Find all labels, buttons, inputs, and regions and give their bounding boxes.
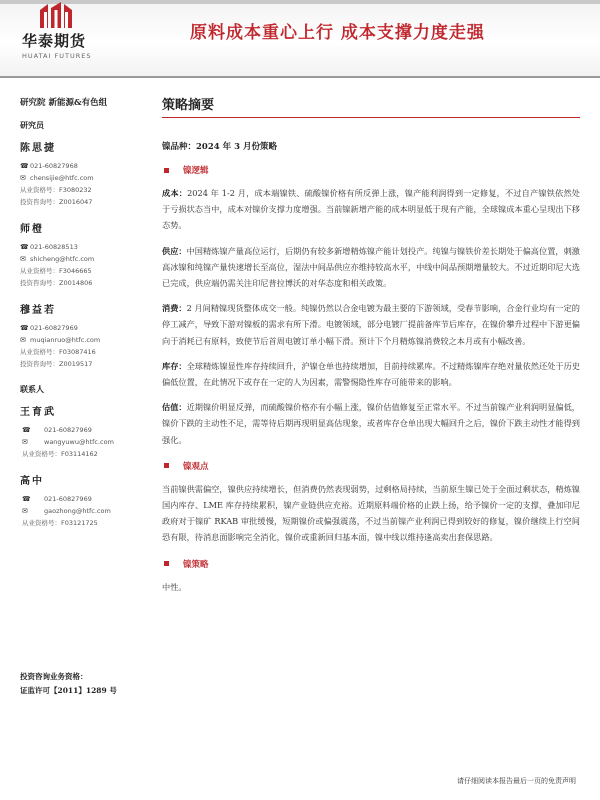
contact-card <box>20 403 152 460</box>
phone-icon: ☎ <box>22 426 31 434</box>
practice-number: 从业资格号：F03114162 <box>22 450 98 458</box>
phone-icon: ☎ <box>22 495 31 503</box>
summary-heading: 策略摘要 <box>162 98 215 113</box>
consult-number: 投资咨询号：Z0014806 <box>20 279 93 287</box>
contact-email[interactable] <box>20 436 152 448</box>
email-icon: ✉ <box>20 174 26 182</box>
practice-number: 从业资格号：F3080232 <box>20 186 92 194</box>
practice-number: 从业资格号：F3046665 <box>20 267 92 275</box>
analyst-card <box>20 220 152 289</box>
bullet-square-icon <box>164 463 169 468</box>
email-address[interactable]: chensijie@htfc.com <box>30 174 94 182</box>
license-text: 证监许可【2011】1289 号 <box>20 686 117 695</box>
section-header-logic <box>162 164 580 176</box>
license-title: 投资咨询业务资格： <box>20 672 88 681</box>
huatai-logo-icon <box>38 2 74 28</box>
report-header <box>0 0 600 78</box>
bullet-square-icon <box>164 168 169 173</box>
email-address[interactable]: wangyuwu@htfc.com <box>44 438 114 446</box>
analyst-phone <box>20 241 152 253</box>
section-title: 镍逻辑 <box>183 166 209 176</box>
phone-number: 021-60827969 <box>44 426 92 434</box>
consult-number: 投资咨询号：Z0019517 <box>20 360 93 368</box>
main-content <box>162 94 580 595</box>
contact-name: 王育武 <box>20 407 56 418</box>
analyst-phone <box>20 160 152 172</box>
analyst-card <box>20 139 152 208</box>
variety-line: 镍品种：2024 年 3 月份策略 <box>162 142 277 152</box>
contact-name: 高中 <box>20 476 44 487</box>
phone-number: 021-60827969 <box>44 495 92 503</box>
paragraph-key: 消费： <box>162 303 187 314</box>
paragraph-consumption <box>162 300 580 349</box>
header-divider <box>0 76 600 78</box>
analyst-email[interactable] <box>20 172 152 184</box>
report-title: 原料成本重心上行 成本支撑力度走强 <box>190 23 485 43</box>
department-label: 研究院 新能源&有色组 <box>20 98 108 108</box>
paragraph-key: 估值： <box>162 402 187 413</box>
practice-number: 从业资格号：F03121725 <box>22 519 98 527</box>
analyst-name: 陈思捷 <box>20 143 56 154</box>
paragraph-view: 当前镍供需偏空，镍供应持续增长，但消费仍然表现弱势，过剩格局持续，当前原生镍已处于全面过剩状态，精炼镍国内库存、LME 库存持续累积，镍产业链供应充裕。近期原料端价格的止跌上扬，给予镍价一定的支撑，叠加印尼政府对于镍矿 RKAB 审批缓慢，短期镍价或偏强震荡，不过当前镍产业利润已得到较好的修复，镍价继续上行空间恐有限，待消息面影响完全消化，镍价或重新回归基本面，镍中线以维持逢高卖出套保思路。 <box>162 483 580 543</box>
email-address[interactable]: muqianruo@htfc.com <box>30 336 101 344</box>
paragraph-text: 全球精炼镍显性库存持续回升，沪镍仓单也持续增加，目前持续累库。不过精炼镍库存绝对量依然还处于历史偏低位置，在此情况下或存在一定的人为因素，需警惕隐性库存可能带来的影响。 <box>162 360 580 388</box>
paragraph-key: 库存： <box>162 360 187 371</box>
section-header-view <box>162 460 580 472</box>
analyst-name: 穆益若 <box>20 305 56 316</box>
logo-english-name: HUATAI FUTURES <box>22 52 92 60</box>
contact-email[interactable] <box>20 505 152 517</box>
phone-icon: ☎ <box>20 243 29 251</box>
paragraph-text: 2024 年 1-2 月，成本端镍铁、硫酸镍价格有所反弹上涨，镍产能利润得到一定修复，不过自产镍铁依然处于亏损状态当中，成本对镍价支撑力度增强。当前镍新增产能的成本明显低于现有产能，全球镍成本重心呈现出下移态势。 <box>162 188 580 231</box>
section-title: 镍策略 <box>183 559 209 570</box>
summary-divider <box>162 117 580 118</box>
analyst-email[interactable] <box>20 334 152 346</box>
contact-phone <box>20 424 152 436</box>
paragraph-text: 2 月间精镍现货整体成交一般。纯镍仍然以合金电镀为最主要的下游领域，受春节影响，合金行业均有一定的停工减产，导致下游对镍板的需求有所下滑。电镀领域，部分电镀厂提前备库节后库存，在镍价攀升过程中下游更偏向于消耗已有原料，致使节后首周电镀订单小幅下滑。预计下个月精炼镍消费较之本月或有小幅改善。 <box>162 303 580 346</box>
phone-number: 021-60827969 <box>30 324 78 332</box>
phone-icon: ☎ <box>20 324 29 332</box>
phone-number: 021-60827968 <box>30 162 78 170</box>
paragraph-text: 中国精炼镍产量高位运行，后期仍有较多新增精炼镍产能计划投产。纯镍与镍铁价差长期处于偏高位置，刺激高冰镍和纯镍产量快速增长至高位，湿法中间品供应亦维持较高水平，中线中间品预期增量较大。不过近期印尼大选已完成，供应端仍需关注印尼普拉博沃的对华态度和相关政策。 <box>162 245 580 289</box>
paragraph-supply <box>162 243 580 292</box>
email-icon: ✉ <box>20 255 26 263</box>
paragraph-key: 供应： <box>162 245 187 256</box>
email-address[interactable]: shicheng@htfc.com <box>30 255 95 263</box>
email-icon: ✉ <box>20 336 26 344</box>
analyst-email[interactable] <box>20 253 152 265</box>
paragraph-text: 近期镍价明显反弹，而硫酸镍价格亦有小幅上涨，镍价估值修复至正常水平。不过当前镍产业利润明显偏低，镍价下跌的主动性不足，需等待后期再现明显高估现象，或者库存仓单出现大幅回升之后，镍价下跌主动性才能得到强化。 <box>162 402 580 445</box>
paragraph-valuation <box>162 399 580 448</box>
bullet-square-icon <box>164 561 169 566</box>
paragraph-key: 成本： <box>162 188 188 198</box>
practice-number: 从业资格号：F03087416 <box>20 348 96 356</box>
analyst-phone <box>20 322 152 334</box>
disclaimer-note: 请仔细阅读本报告最后一页的免责声明 <box>457 777 576 785</box>
contact-card <box>20 472 152 529</box>
section-title: 镍观点 <box>183 461 209 472</box>
paragraph-strategy: 中性。 <box>162 581 187 592</box>
analyst-card <box>20 301 152 370</box>
email-icon: ✉ <box>22 438 28 446</box>
researcher-heading: 研究员 <box>20 120 44 130</box>
phone-icon: ☎ <box>20 162 29 170</box>
consult-number: 投资咨询号：Z0016047 <box>20 198 93 206</box>
contact-heading: 联系人 <box>20 384 44 394</box>
paragraph-cost <box>162 185 580 234</box>
section-header-strategy <box>162 558 580 570</box>
paragraph-inventory <box>162 358 580 390</box>
logo-chinese-name: 华泰期货 <box>22 32 87 50</box>
email-address[interactable]: gaozhong@htfc.com <box>44 507 111 515</box>
license-block <box>20 670 160 698</box>
contact-phone <box>20 493 152 505</box>
phone-number: 021-60828513 <box>30 243 78 251</box>
analyst-name: 师橙 <box>20 224 44 235</box>
sidebar <box>20 96 152 529</box>
email-icon: ✉ <box>22 507 28 515</box>
header-top-strip <box>0 0 600 4</box>
